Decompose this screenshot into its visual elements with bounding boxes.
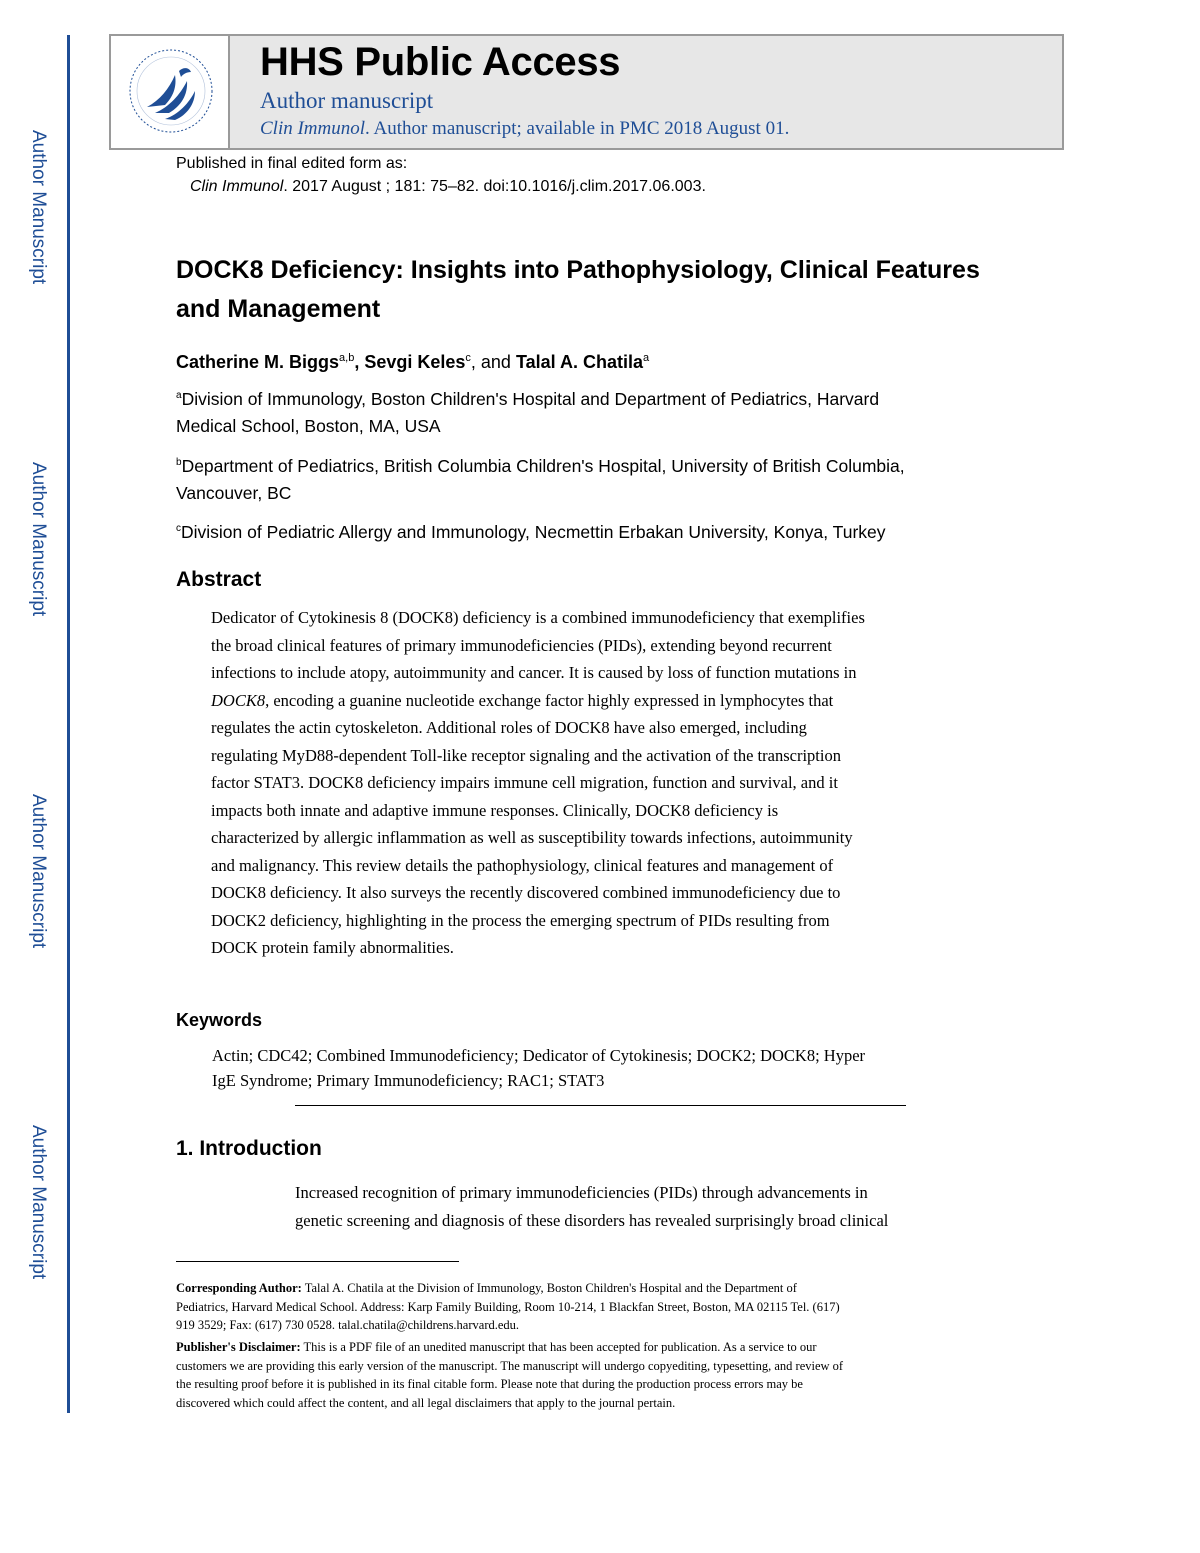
- logo-cell: [111, 36, 230, 148]
- affiliation: $^c$Division of Pediatric Allergy and Immunology, Necmettin Erbakan University, Konya, Turkey: [176, 522, 886, 542]
- hhs-eagle-logo-icon: [125, 45, 217, 137]
- author-name: Sevgi Keles: [364, 352, 466, 372]
- hhs-title: HHS Public Access: [260, 40, 621, 84]
- manuscript-label: Author manuscript: [260, 88, 434, 113]
- footnote-divider: [176, 1261, 459, 1262]
- published-label: Published in final edited form as:: [176, 155, 408, 172]
- hhs-header: [109, 34, 1064, 150]
- pmc-availability: Clin Immunol. Author manuscript; available in PMC 2018 August 01.: [260, 118, 790, 139]
- introduction-text: Increased recognition of primary immunodeficiencies (PIDs) through advancements in genetic screening and diagnosis of these disorders has revealed surprisingly broad clinical: [295, 1183, 889, 1230]
- author-name: Catherine M. Biggs: [176, 352, 340, 372]
- affiliation: $^b$Department of Pediatrics, British Columbia Children's Hospital, University of British Columbia, Vancouver, BC: [176, 456, 905, 503]
- margin-rule: [67, 35, 70, 1413]
- citation: Clin Immunol. 2017 August ; 181: 75–82. doi:10.1016/j.clim.2017.06.003.: [190, 178, 706, 195]
- section-divider: [295, 1105, 906, 1106]
- introduction-heading: 1. Introduction: [176, 1137, 322, 1160]
- keywords-heading: Keywords: [176, 1010, 263, 1030]
- abstract-text: Dedicator of Cytokinesis 8 (DOCK8) deficiency is a combined immunodeficiency that exemplifies the broad clinical features of primary immunodeficiencies (PIDs), extending beyond recurrent infections to include atopy, autoimmunity and cancer. It is caused by loss of function mutations in DOCK8, encoding a guanine nucleotide exchange factor highly expressed in lymphocytes that regulates the actin cytoskeleton. Additional roles of DOCK8 have also emerged, including regulating MyD88-dependent Toll-like receptor signaling and the activation of the transcription factor STAT3. DOCK8 deficiency impairs immune cell migration, function and survival, and it impacts both innate and adaptive immune responses. Clinically, DOCK8 deficiency is characterized by allergic inflammation as well as susceptibility towards infections, autoimmunity and malignancy. This review details the pathophysiology, clinical features and management of DOCK8 deficiency. It also surveys the recently discovered combined immunodeficiency due to DOCK2 deficiency, highlighting in the process the emerging spectrum of PIDs resulting from DOCK protein family abnormalities.: [211, 608, 865, 957]
- abstract-heading: Abstract: [176, 568, 262, 591]
- publisher-disclaimer-footnote: Publisher's Disclaimer: This is a PDF file of an unedited manuscript that has been accepted for publication. As a service to our customers we are providing this early version of the manuscript. The manuscript will undergo copyediting, typesetting, and review of the resulting proof before it is published in its final citable form. Please note that during the production process errors may be discovered which could affect the content, and all legal disclaimers that apply to the journal pertain.: [176, 1340, 844, 1410]
- author-list: Catherine M. Biggs$^{a,b}$, Sevgi Keles$^c$, and Talal A. Chatila$^a$: [176, 352, 650, 372]
- article-title: DOCK8 Deficiency: Insights into Pathophysiology, Clinical Features and Management: [176, 256, 980, 323]
- keywords-text: Actin; CDC42; Combined Immunodeficiency; Dedicator of Cytokinesis; DOCK2; DOCK8; Hyper IgE Syndrome; Primary Immunodeficiency; RAC1; STAT3: [212, 1046, 866, 1090]
- affiliation: $^a$Division of Immunology, Boston Children's Hospital and Department of Pediatrics, Harvard Medical School, Boston, MA, USA: [176, 389, 880, 436]
- author-name: Talal A. Chatila: [515, 352, 643, 372]
- corresponding-author-footnote: Corresponding Author: Talal A. Chatila at the Division of Immunology, Boston Children's Hospital and the Department of Pediatrics, Harvard Medical School. Address: Karp Family Building, Room 10-214, 1 Blackfan Street, Boston, MA 02115 Tel. (617) 919 3529; Fax: (617) 730 0528. talal.chatila@childrens.harvard.edu.: [176, 1281, 840, 1332]
